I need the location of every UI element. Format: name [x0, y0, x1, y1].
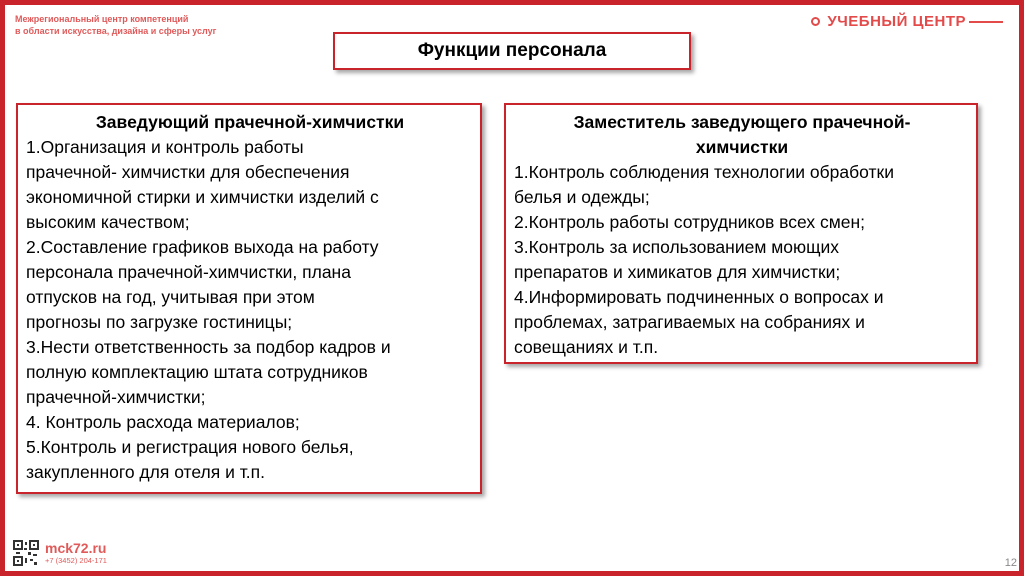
left-card-item-4: 4. Контроль расхода материалов; [26, 412, 300, 432]
qr-code-icon [13, 540, 39, 566]
site-link[interactable]: mck72.ru [45, 540, 107, 556]
org-line-2: в области искусства, дизайна и сферы услуг [15, 26, 217, 36]
left-card-item-1: 1.Организация и контроль работы прачечной- химчистки для обеспечения экономичной стирки и химчистки изделий с высоким качеством; [26, 137, 379, 232]
right-card-heading-2: химчистки [695, 137, 789, 157]
left-card [16, 103, 482, 494]
right-card-item-4: 4.Информировать подчиненных о вопросах и проблемах, затрагиваемых на собраниях и совещаниях и т.п. [514, 287, 884, 357]
phone-number: +7 (3452) 204-171 [45, 556, 107, 565]
page-number: 12 [1004, 557, 1017, 569]
footer-contacts [45, 541, 107, 565]
logo [811, 13, 1003, 30]
left-card-item-5: 5.Контроль и регистрация нового белья, закупленного для отеля и т.п. [26, 437, 354, 482]
left-card-item-3: 3.Нести ответственность за подбор кадров и полную комплектацию штата сотрудников прачечной-химчистки; [26, 337, 391, 407]
logo-ring-icon [811, 17, 820, 26]
logo-badge-icon [969, 21, 1003, 23]
right-card-item-2: 2.Контроль работы сотрудников всех смен; [514, 212, 866, 232]
footer [13, 540, 107, 566]
left-card-heading: Заведующий прачечной-химчистки [95, 112, 405, 132]
right-card-item-1: 1.Контроль соблюдения технологии обработки белья и одежды; [514, 162, 894, 207]
title-box [333, 32, 691, 70]
right-card-heading-1: Заместитель заведующего прачечной- [573, 112, 911, 132]
logo-text: УЧЕБНЫЙ ЦЕНТР [827, 13, 966, 30]
right-card [504, 103, 978, 364]
org-line-1: Межрегиональный центр компетенций [15, 14, 189, 24]
org-name [15, 13, 216, 37]
left-card-item-2: 2.Составление графиков выхода на работу персонала прачечной-химчистки, плана отпусков на год, учитывая при этом прогнозы по загрузке гостиницы; [26, 237, 379, 332]
page-title: Функции персонала [417, 40, 607, 61]
right-card-item-3: 3.Контроль за использованием моющих препаратов и химикатов для химчистки; [514, 237, 841, 282]
